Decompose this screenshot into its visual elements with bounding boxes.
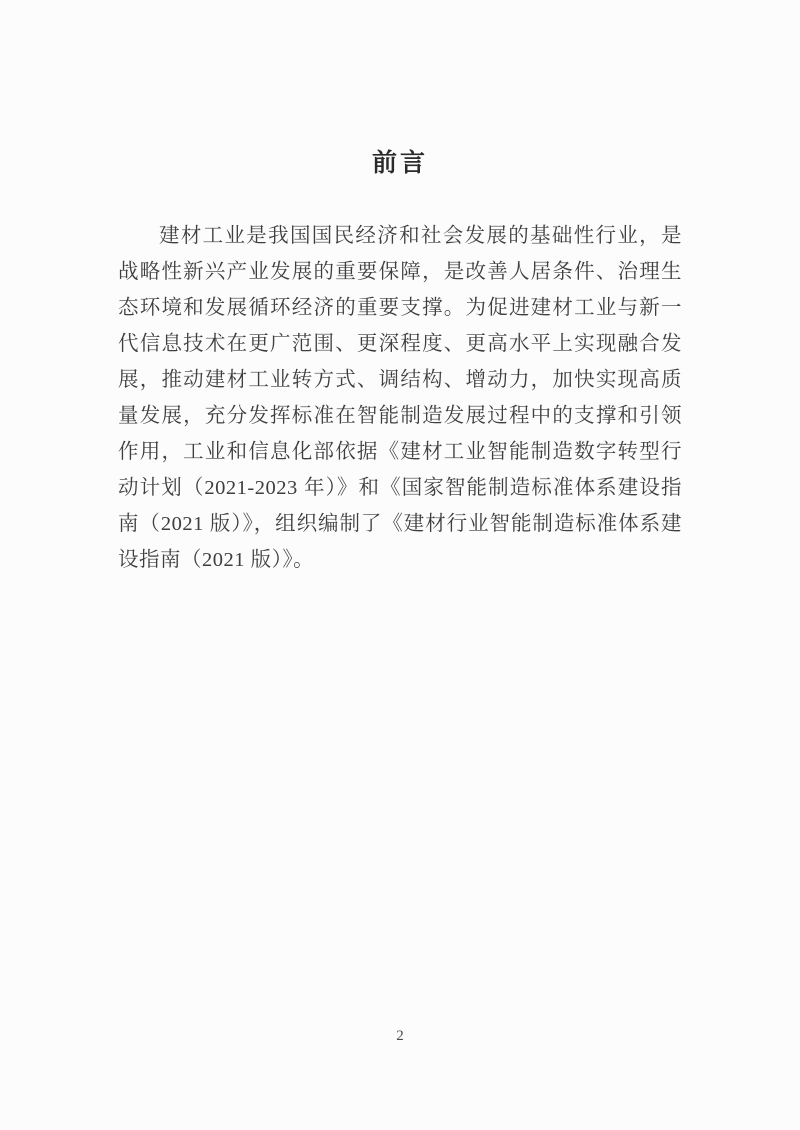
paragraph-line: 量发展，充分发挥标准在智能制造发展过程中的支撑和引领 xyxy=(118,405,682,427)
paragraph-line: 战略性新兴产业发展的重要保障，是改善人居条件、治理生 xyxy=(118,261,682,283)
paragraph-line: 态环境和发展循环经济的重要支撑。为促进建材工业与新一 xyxy=(118,297,682,319)
page-number: 2 xyxy=(396,1028,404,1044)
paragraph-line: 动计划（2021-2023 年）》和《国家智能制造标准体系建设指 xyxy=(118,477,682,499)
paragraph-line: 建材工业是我国国民经济和社会发展的基础性行业，是 xyxy=(159,225,682,247)
preface-paragraph xyxy=(118,218,682,578)
paragraph-line: 南（2021 版）》，组织编制了《建材行业智能制造标准体系建 xyxy=(118,513,682,535)
paragraph-line: 设指南（2021 版）》。 xyxy=(118,549,315,571)
page-title: 前言 xyxy=(371,149,428,177)
paragraph-line: 代信息技术在更广范围、更深程度、更高水平上实现融合发 xyxy=(118,333,682,355)
paragraph-line: 展，推动建材工业转方式、调结构、增动力，加快实现高质 xyxy=(118,369,682,391)
paragraph-line: 作用，工业和信息化部依据《建材工业智能制造数字转型行 xyxy=(118,441,682,463)
